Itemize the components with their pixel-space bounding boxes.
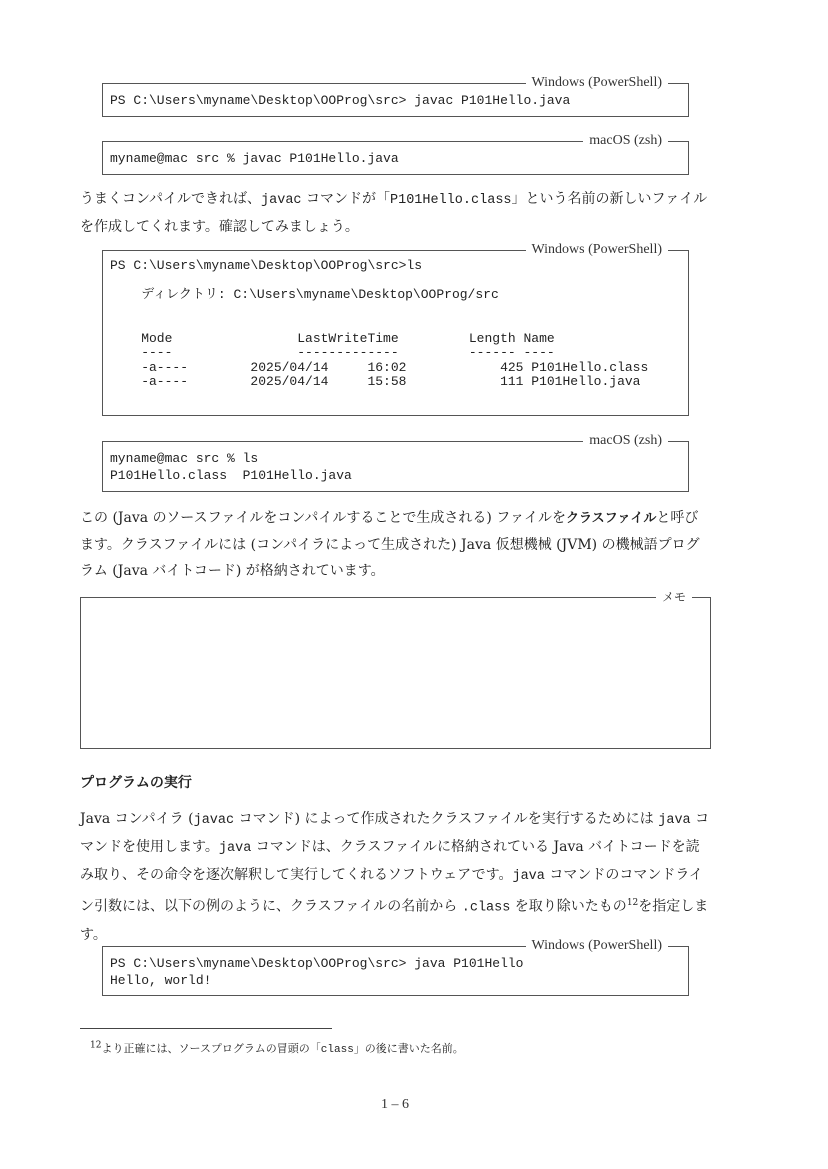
terminal-output: myname@mac src % javac P101Hello.java xyxy=(110,151,399,166)
box-label: Windows (PowerShell) xyxy=(526,937,668,955)
terminal-output: PS C:\Users\myname\Desktop\OOProg\src> javac P101Hello.java xyxy=(110,93,571,108)
box-label: Windows (PowerShell) xyxy=(526,241,668,259)
terminal-output: myname@mac src % ls P101Hello.class P101Hello.java xyxy=(110,451,352,483)
terminal-box-ls-windows xyxy=(102,242,689,416)
box-label: macOS (zsh) xyxy=(583,432,668,450)
text: コマンドは、クラスファイルに格納されている Java バイトコードを読み取り、その命令を逐次解釈して実行してくれるソフトウェアです。 xyxy=(80,839,700,883)
box-label: メモ xyxy=(656,588,692,606)
text: コマンド) によって作成されたクラスファイルを実行するためには xyxy=(234,811,659,827)
text: と呼びます。クラスファイルには (コンパイラによって生成された) Java 仮想機械 (JVM) の機械語プログラム (Java バイトコード) が格納されています。 xyxy=(80,510,700,579)
terminal-box-compile-mac xyxy=(102,133,689,175)
text: うまくコンパイルできれば、 xyxy=(80,191,262,207)
footnote-number: 12 xyxy=(90,1040,102,1051)
inline-code: javac xyxy=(193,813,235,828)
inline-code: java xyxy=(512,869,545,884)
inline-code: P101Hello.class xyxy=(390,193,512,208)
text: より正確には、ソースプログラムの冒頭の「 xyxy=(101,1042,321,1055)
text: Java コンパイラ ( xyxy=(80,811,194,827)
box-label: macOS (zsh) xyxy=(583,132,668,150)
terminal-output: PS C:\Users\myname\Desktop\OOProg\src> java P101Hello Hello, world! xyxy=(110,956,524,988)
text: を指定します。 xyxy=(80,898,709,943)
inline-code: class xyxy=(320,1044,354,1056)
text: コマンドが「 xyxy=(301,191,390,207)
memo-box[interactable] xyxy=(80,590,711,749)
text: 」の後に書いた名前。 xyxy=(353,1042,464,1055)
paragraph-compile-result xyxy=(80,186,712,240)
inline-code: javac xyxy=(261,193,302,208)
text: 」という名前の新しいファイルを作成してくれます。確認してみましょう。 xyxy=(80,191,708,235)
terminal-box-ls-mac xyxy=(102,433,689,492)
terminal-box-run-windows xyxy=(102,938,689,996)
text: を取り除いたもの xyxy=(510,898,627,915)
text: この (Java のソースファイルをコンパイルすることで生成される) ファイルを xyxy=(80,510,566,526)
term-class-file: クラスファイル xyxy=(565,511,657,526)
inline-code: java xyxy=(218,841,252,856)
inline-code: java xyxy=(658,813,691,828)
terminal-output: PS C:\Users\myname\Desktop\OOProg\src>ls ディレクトリ: C:\Users\myname\Desktop\OOProg/src Mode LastWriteTime Length Name ---- ------------- ------ ---- -a---- 2025/04/14 16:02 425 P101Hello.class -a---- 2025/04/14 15:58 111 P101Hello.java xyxy=(110,258,649,389)
text: コマンドを使用します。 xyxy=(80,811,710,855)
terminal-box-compile-windows xyxy=(102,75,689,117)
inline-code: .class xyxy=(461,900,511,916)
text: コマンドのコマンドライン引数には、以下の例のように、クラスファイルの名前から xyxy=(80,867,703,915)
footnote-ref[interactable]: 12 xyxy=(626,898,639,908)
box-label: Windows (PowerShell) xyxy=(526,74,668,92)
section-heading: プログラムの実行 xyxy=(80,775,192,791)
paragraph-class-file xyxy=(80,505,712,584)
footnote xyxy=(90,1040,464,1056)
page-number: 1 – 6 xyxy=(381,1097,409,1112)
paragraph-run-program xyxy=(80,806,712,948)
footnote-rule xyxy=(80,1028,332,1029)
